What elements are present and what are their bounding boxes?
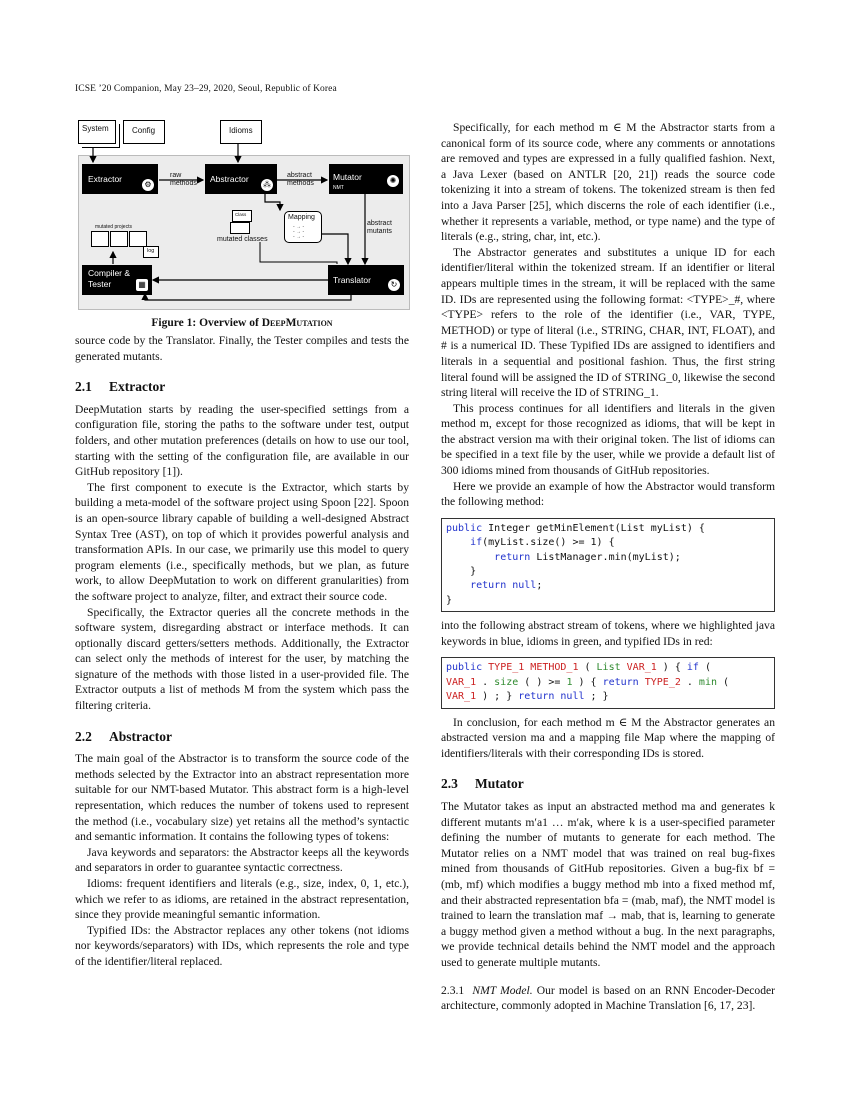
right-paragraph-2: The Abstractor generates and substitutes a unique ID for each identifier/literal within the tokenized stream. If an identifier or literal appears multiple times in the stream, it will be replaced with the same ID. IDs are represented using the following format: <TYPE>_#, where <TYPE> refers to the role of the identifier (i.e., VAR, TYPE, METHOD) or type of literal (i.e., STRING, CHAR, INT, FLOAT), and # is a numerical ID. These Typified IDs are assigned to identifiers and literals in a sequential and positional fashion. Thus, the first string literal found will be assigned the ID of STRING_0, likewise the second string literal will receive the ID of STRING_1. — [441, 245, 775, 400]
project-doc-3 — [129, 231, 147, 247]
section-title: Extractor — [109, 379, 166, 395]
intro-paragraph: source code by the Translator. Finally, the Tester compiles and tests the generated mutants. — [75, 334, 409, 363]
mutator-block — [329, 164, 403, 194]
abstract-mutants-label: abstract mutants — [367, 220, 392, 235]
mutator-label: Mutator — [333, 172, 362, 182]
mutator-paragraph: The Mutator takes as input an abstracted method ma and generates k different mutants m′a1 … m′ak, where k is a user-specified parameter defining the number of mutants to generate for each method. The Mutator relies on a NMT model that was trained on real bug-fixes mined from thousands of GitHub repositories. Given a bug-fix bf = (mb, mf) which modifies a buggy method mb into a fixed method mf, and their abstracted representation bfa = (mab, maf), the NMT model is trained to learn the translation maf → mab, that is, learning to generate a buggy method given a method without a bug. In the next paragraphs, we provide technical details behind the NMT model and the approach used to generate multiple mutants. — [441, 800, 775, 969]
translator-label: Translator — [333, 275, 371, 285]
subsection-text: Our model is based on an RNN Encoder-Decoder architecture, commonly adopted in Machine Translation [6, 17, 23]. — [441, 983, 776, 1013]
translator-block — [328, 265, 404, 295]
abstractor-paragraph-1: The main goal of the Abstractor is to transform the source code of the methods selected by the Extractor into an abstract representation more suitable for our NMT-based Mutator. This abstract form is a high-level representation, which reduces the number of tokens used to represent the method (i.e., vocabulary size) yet retains all the method’s syntactic and semantic information. It contains the following types of tokens: — [75, 752, 409, 844]
nmt-model-paragraph — [441, 983, 775, 1014]
abstract-methods-label: abstract methods — [287, 172, 314, 187]
section-2-2-heading — [75, 729, 409, 745]
code-listing-abstract: public TYPE_1 METHOD_1 ( List VAR_1 ) { if ( VAR_1 . size ( ) >= 1 ) { return TYPE_2 . min ( VAR_1 ) ; } return null ; } — [441, 657, 775, 708]
section-title: Mutator — [475, 776, 524, 792]
section-2-1-heading — [75, 379, 409, 395]
abstractor-paragraph-4: Typified IDs: the Abstractor replaces any other tokens (not idioms nor keywords/separators) with IDs, which represents the role and type of the identifier/literal replaced. — [75, 923, 409, 968]
config-doc — [123, 120, 165, 144]
left-column — [75, 333, 409, 970]
class-label: Class — [235, 212, 247, 217]
mapping-label: Mapping — [288, 214, 315, 221]
log-label: log — [147, 248, 155, 254]
code-listing-original: public Integer getMinElement(List myList) { if(myList.size() >= 1) { return ListManager.min(myList); } return null; } — [441, 518, 775, 612]
calculator-icon: ▦ — [136, 279, 148, 291]
section-number: 2.3 — [441, 776, 458, 792]
idioms-label: Idioms — [229, 126, 253, 135]
overview-figure — [75, 112, 411, 312]
raw-methods-label: raw methods — [170, 172, 197, 187]
section-number: 2.2 — [75, 728, 92, 744]
right-paragraph-6: In conclusion, for each method m ∈ M the Abstractor generates an abstracted version ma and a mapping file Map where the mapping of identifiers/literals with their corresponding IDs is stored. — [441, 715, 775, 760]
log-doc — [143, 246, 159, 258]
right-paragraph-3: This process continues for all identifiers and literals in the given method m, except for those recognized as idioms, that will be kept in the abstract version ma with their original token. The list of idioms can be specified in a text file by the user, while we provide a default list of 300 idioms mined from thousands of GitHub repositories. — [441, 401, 775, 478]
config-label: Config — [132, 126, 156, 135]
network-icon: ✺ — [387, 175, 399, 187]
figure-caption: Figure 1: Overview of DeepMutation — [151, 317, 333, 329]
running-head: ICSE ’20 Companion, May 23–29, 2020, Seoul, Republic of Korea — [75, 84, 337, 94]
mutated-classes-label: mutated classes — [217, 236, 268, 243]
system-label: System — [82, 124, 109, 133]
idioms-doc — [220, 120, 262, 144]
mutated-projects-label: mutated projects — [95, 224, 132, 230]
class-doc-2 — [230, 222, 250, 234]
abstractor-paragraph-2: Java keywords and separators: the Abstractor keeps all the keywords and separators in order to guarantee syntactic correctness. — [75, 845, 409, 875]
abstractor-label: Abstractor — [210, 174, 249, 184]
nodes-icon: ⁂ — [263, 180, 271, 189]
refresh-icon: ↻ — [388, 279, 400, 291]
project-doc-1 — [91, 231, 109, 247]
right-paragraph-4: Here we provide an example of how the Abstractor would transform the following method: — [441, 479, 775, 509]
extractor-paragraph-1: DeepMutation starts by reading the user-specified settings from a configuration file, storing the paths to the software under test, output folders, and other mutation preferences (details on how to use our tool, starting with the setting of the configuration file, are available in our GitHub repository [1]). — [75, 402, 409, 479]
nmt-label: NMT — [333, 185, 344, 191]
abstractor-paragraph-3: Idioms: frequent identifiers and literals (e.g., size, index, 0, 1, etc.), which we refer to as idioms, are retained in the abstract representation, since they provide meaningful semantic information. — [75, 877, 409, 922]
subsection-title: NMT Model. — [472, 983, 533, 997]
right-column — [441, 120, 775, 1014]
compiler-tester-label: Compiler & Tester — [88, 268, 131, 289]
abstractor-block — [205, 164, 277, 194]
section-number: 2.1 — [75, 379, 92, 395]
right-paragraph-1: Specifically, for each method m ∈ M the Abstractor starts from a canonical form of its source code, where any comments or annotations are removed and types are expressed in a fully qualified fashion. Next, a Java Lexer (based on ANTLR [20, 21]) reads the source code tokenizing it into a stream of tokens. The tokenized stream is then fed into a Java Parser [25], which discerns the role of each identifier (i.e., whether it represents a variable, method, or type name) and the type of literals (e.g., string, char, int, etc.). — [441, 121, 775, 244]
extractor-paragraph-2: The first component to execute is the Extractor, which starts by building a meta-model of the software project using Spoon [22]. Spoon is an open-source library capable of building a well-designed Abstract Syntax Tree (AST), on top of which it provides powerful analysis and transformation APIs. In our case, we primarily use this model to query program elements (i.e., specifically methods, but we plan, as future work, to allow DeepMutation to work on different granularities) from the software project to analyze, filter, and extract their source code. — [75, 480, 409, 603]
section-title: Abstractor — [109, 728, 172, 744]
right-paragraph-5: into the following abstract stream of tokens, where we highlighted java keywords in blue, idioms in green, and typified IDs in red: — [441, 619, 775, 648]
system-doc — [78, 120, 116, 144]
subsection-number: 2.3.1 — [441, 983, 465, 997]
section-2-3-heading — [441, 776, 775, 792]
project-doc-2 — [110, 231, 128, 247]
extractor-paragraph-3: Specifically, the Extractor queries all the concrete methods in the software system, disregarding abstract or interface methods. It can optionally discard getters/setters methods. Additionally, the Extractor can select only the methods of interest for the user, by matching the signature of the methods with those listed in a user-provided file. The Extractor outputs a list of methods M from the system which pass the filtering criteria. — [75, 605, 409, 713]
extractor-block — [82, 164, 158, 194]
extractor-label: Extractor — [88, 174, 123, 184]
gear-icon: ⚙ — [142, 179, 154, 191]
class-doc — [232, 210, 252, 222]
mapping-doc: Mapping - → - - → - - → - — [284, 211, 322, 243]
compiler-tester-block — [82, 265, 152, 295]
